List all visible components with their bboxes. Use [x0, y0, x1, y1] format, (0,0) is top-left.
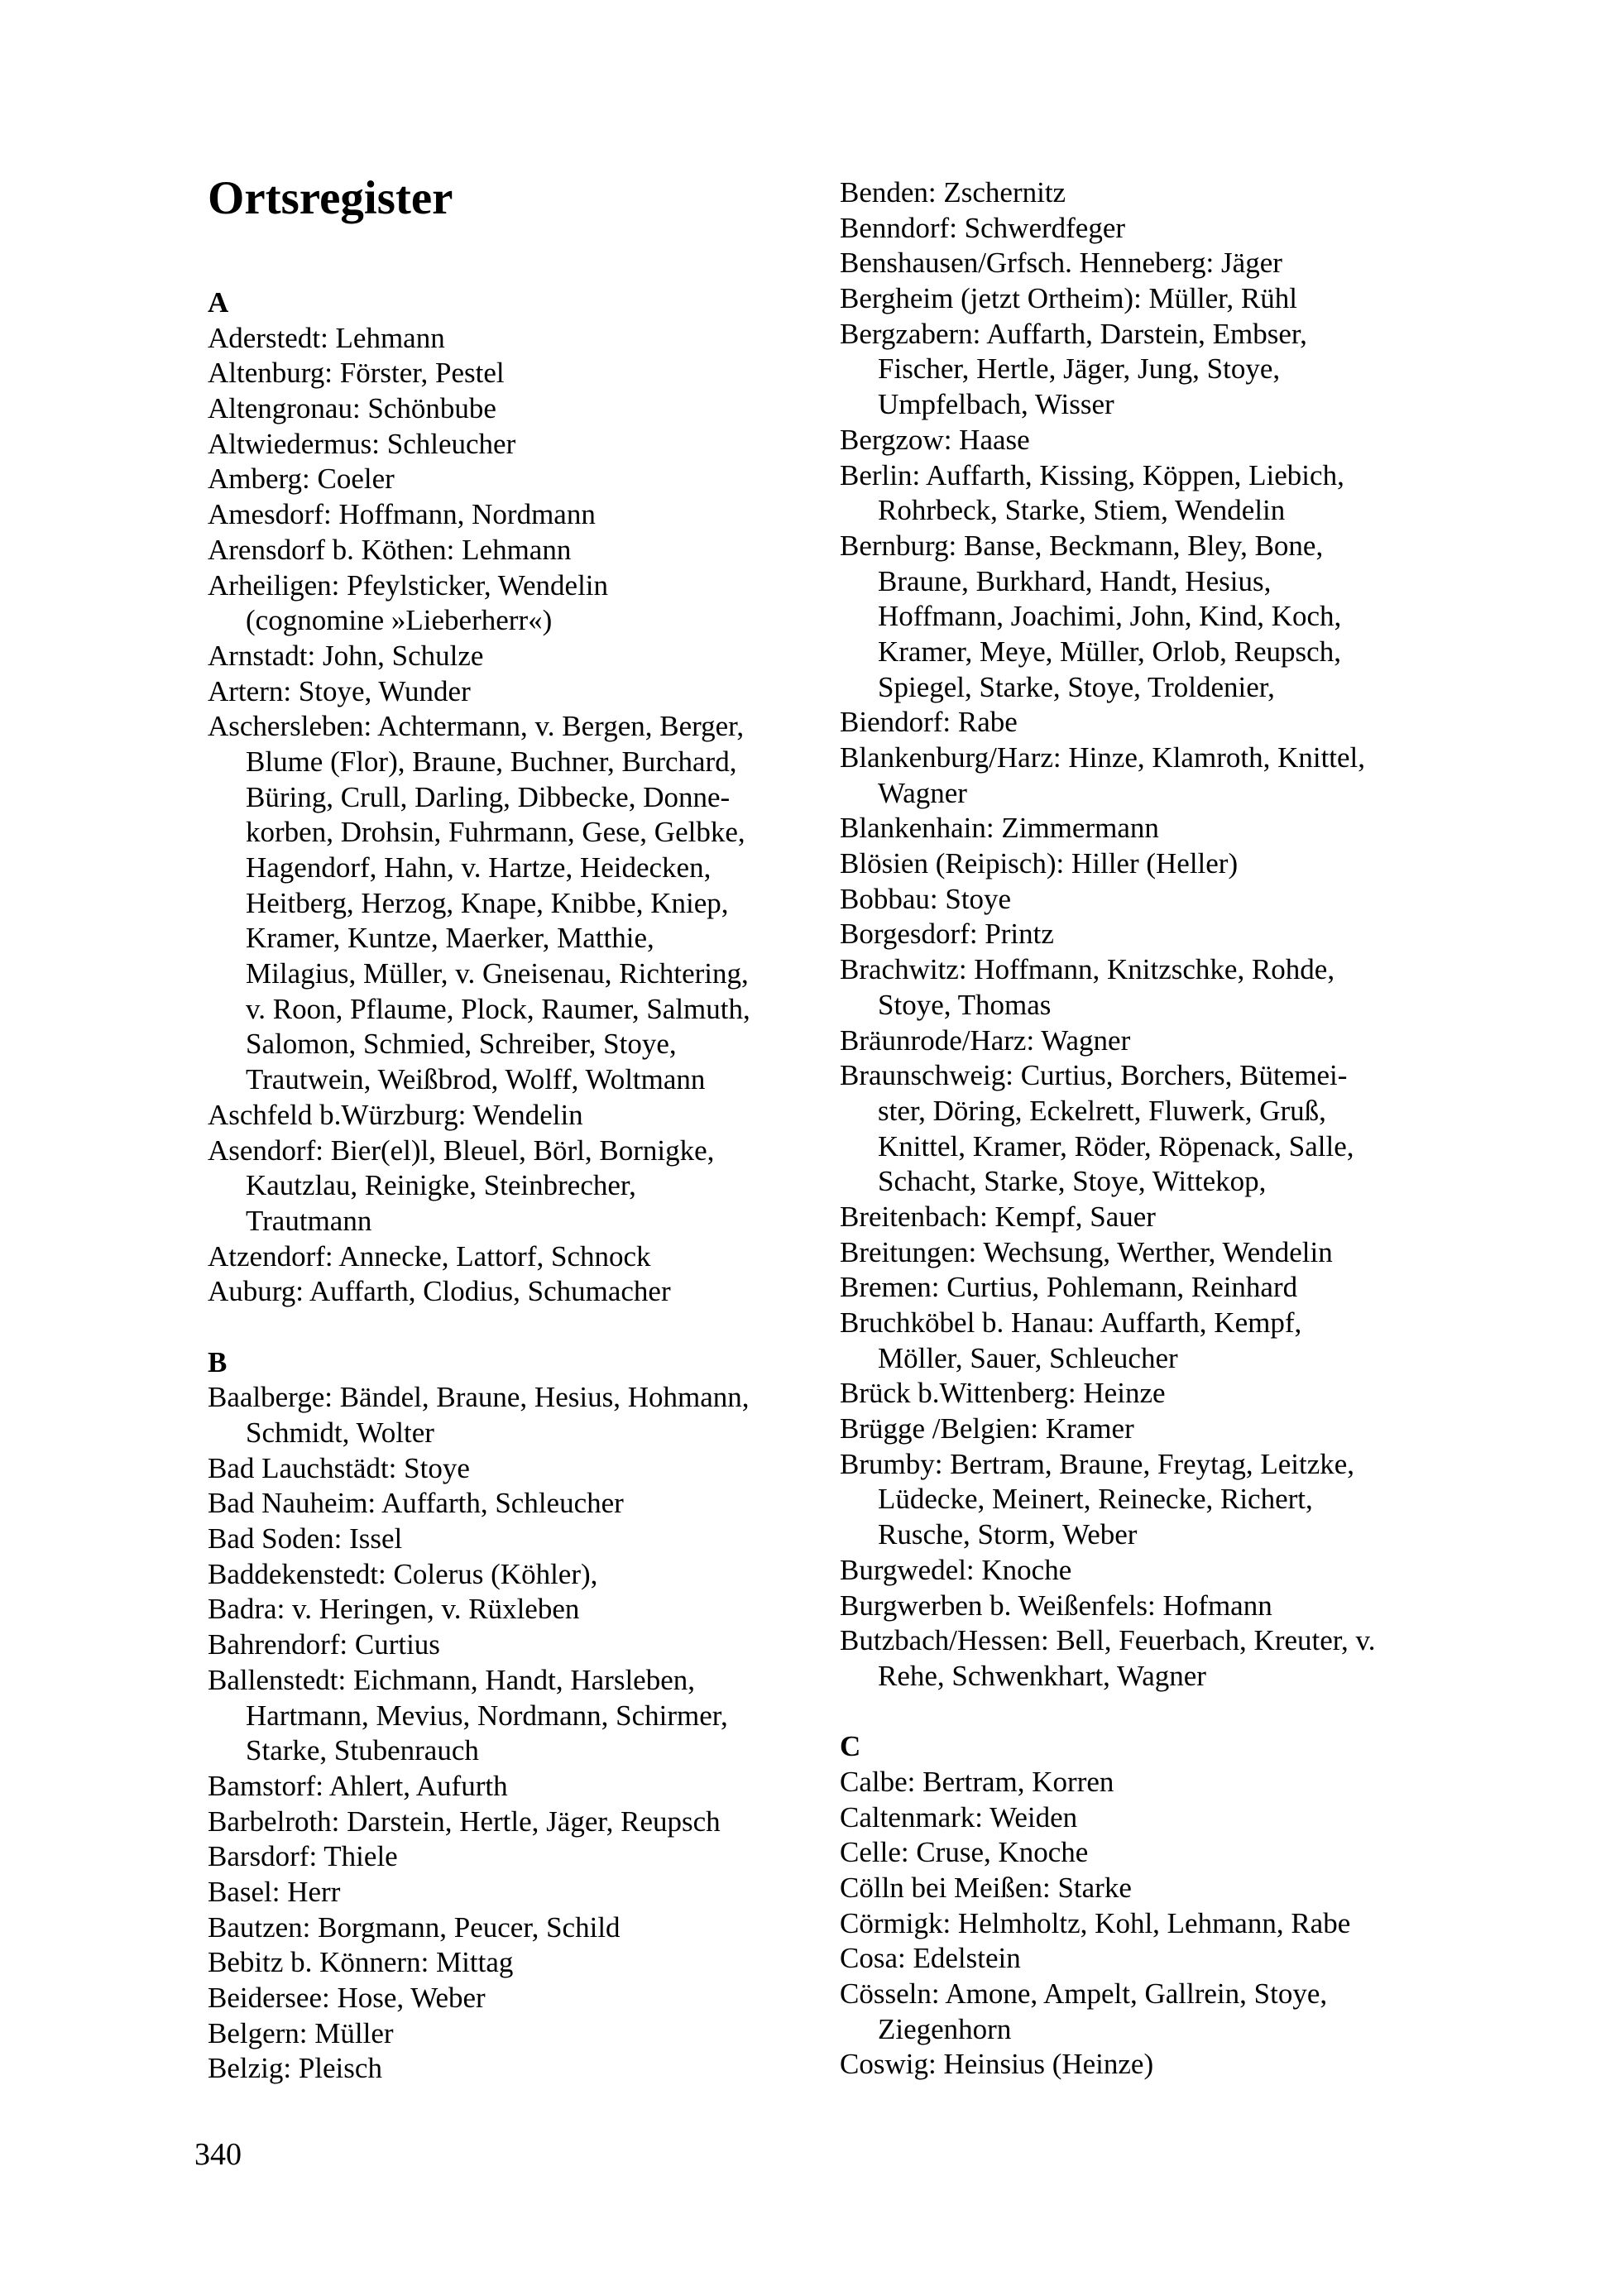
entry-line: Brück b.Wittenberg: Heinze: [840, 1377, 1166, 1410]
index-entry: [840, 175, 1452, 211]
entry-line: Bad Soden: Issel: [208, 1522, 403, 1555]
entry-line: Arnstadt: John, Schulze: [208, 639, 484, 672]
entry-continuation-line: Salomon, Schmied, Schreiber, Stoye,: [246, 1028, 677, 1061]
index-entry: [208, 1627, 820, 1663]
entry-line: Amberg: Coeler: [208, 463, 395, 496]
index-entry: [208, 391, 820, 427]
index-entry: [208, 1274, 820, 1310]
index-entry: [840, 1023, 1452, 1059]
index-entry: [840, 917, 1452, 952]
entry-line: Breitungen: Wechsung, Werther, Wendelin: [840, 1235, 1333, 1268]
entry-line: Breitenbach: Kempf, Sauer: [840, 1200, 1156, 1233]
index-entry: [208, 1451, 820, 1487]
index-entry: [840, 1941, 1452, 1977]
entry-continuation-line: Starke, Stubenrauch: [246, 1734, 479, 1767]
entry-continuation-line: Heitberg, Herzog, Knape, Knibbe, Kniep,: [246, 886, 729, 919]
entry-line: Baalberge: Bändel, Braune, Hesius, Hohmann,: [208, 1381, 750, 1414]
index-entry: [208, 1592, 820, 1627]
index-entry: [208, 1839, 820, 1875]
entry-line: Arheiligen: Pfeylsticker, Wendelin: [208, 568, 609, 602]
entry-line: Bergheim (jetzt Ortheim): Müller, Rühl: [840, 282, 1297, 315]
entry-continuation-line: Lüdecke, Meinert, Reinecke, Richert,: [878, 1483, 1313, 1516]
entry-continuation-line: Rehe, Schwenkhart, Wagner: [878, 1659, 1206, 1692]
entry-line: Blösien (Reipisch): Hiller (Heller): [840, 847, 1239, 880]
index-entry: [840, 1800, 1452, 1836]
index-entry: [208, 1380, 820, 1450]
entry-line: Bad Lauchstädt: Stoye: [208, 1451, 470, 1484]
entry-line: Beidersee: Hose, Weber: [208, 1982, 486, 2014]
entry-line: Calbe: Bertram, Korren: [840, 1765, 1114, 1798]
index-entry: [208, 1239, 820, 1275]
entry-line: Berlin: Auffarth, Kissing, Köppen, Liebich,: [840, 458, 1344, 491]
index-entry: [840, 281, 1452, 317]
index-entry: [208, 1522, 820, 1557]
index-entry: [840, 2047, 1452, 2083]
entry-line: Bergzabern: Auffarth, Darstein, Embser,: [840, 317, 1307, 350]
entry-line: Amesdorf: Hoffmann, Nordmann: [208, 498, 596, 531]
entry-line: Belzig: Pleisch: [208, 2052, 382, 2085]
index-entry: [840, 529, 1452, 705]
entry-line: Bahrendorf: Curtius: [208, 1628, 440, 1661]
entry-continuation-line: Trautmann: [246, 1204, 372, 1237]
index-entry: [840, 1835, 1452, 1871]
entry-line: Basel: Herr: [208, 1875, 341, 1908]
entry-line: Altenburg: Förster, Pestel: [208, 357, 505, 390]
index-entry: [208, 1769, 820, 1805]
index-entry: [208, 1875, 820, 1910]
entry-line: Auburg: Auffarth, Clodius, Schumacher: [208, 1275, 671, 1308]
entry-line: Cölln bei Meißen: Starke: [840, 1872, 1132, 1904]
index-entry: [840, 1977, 1452, 2047]
index-entry: [840, 458, 1452, 529]
entry-line: Aderstedt: Lehmann: [208, 321, 445, 354]
entry-line: Bad Nauheim: Auffarth, Schleucher: [208, 1487, 624, 1520]
entry-line: Bernburg: Banse, Beckmann, Bley, Bone,: [840, 529, 1324, 562]
index-entry: [840, 1270, 1452, 1306]
entry-line: Cörmigk: Helmholtz, Kohl, Lehmann, Rabe: [840, 1906, 1351, 1939]
index-entry: [208, 568, 820, 639]
entry-continuation-line: Umpfelbach, Wisser: [878, 388, 1114, 421]
page-number: 340: [194, 2137, 242, 2172]
entry-line: Benndorf: Schwerdfeger: [840, 211, 1126, 244]
entry-line: Barsdorf: Thiele: [208, 1840, 398, 1873]
index-entry: [840, 1412, 1452, 1447]
entry-line: Benshausen/Grfsch. Henneberg: Jäger: [840, 247, 1282, 280]
index-entry: [840, 952, 1452, 1023]
index-column-left: [208, 285, 820, 2087]
entry-continuation-line: Schacht, Starke, Stoye, Wittekop,: [878, 1165, 1267, 1198]
index-entry: [840, 811, 1452, 846]
index-entry: [840, 882, 1452, 918]
index-entry: [208, 1945, 820, 1981]
entry-continuation-line: Fischer, Hertle, Jäger, Jung, Stoye,: [878, 352, 1281, 386]
entry-line: Celle: Cruse, Knoche: [840, 1836, 1089, 1869]
entry-continuation-line: Blume (Flor), Braune, Buchner, Burchard,: [246, 745, 737, 778]
entry-line: Brumby: Bertram, Braune, Freytag, Leitzke,: [840, 1447, 1355, 1480]
entry-line: Burgwerben b. Weißenfels: Hofmann: [840, 1589, 1272, 1622]
entry-line: Bremen: Curtius, Pohlemann, Reinhard: [840, 1271, 1298, 1304]
index-entry: [208, 639, 820, 674]
entry-continuation-line: korben, Drohsin, Fuhrmann, Gese, Gelbke,: [246, 816, 745, 849]
entry-continuation-line: Schmidt, Wolter: [246, 1416, 434, 1449]
entry-continuation-line: Knittel, Kramer, Röder, Röpenack, Salle,: [878, 1129, 1354, 1162]
index-entry: [840, 423, 1452, 458]
section-spacer: [840, 1694, 1452, 1730]
index-entry: [208, 2051, 820, 2087]
entry-continuation-line: Möller, Sauer, Schleucher: [878, 1341, 1178, 1374]
index-entry: [840, 1589, 1452, 1624]
entry-line: Benden: Zschernitz: [840, 176, 1066, 209]
index-entry: [208, 497, 820, 533]
index-entry: [840, 705, 1452, 741]
entry-line: Borgesdorf: Printz: [840, 918, 1054, 951]
index-entry: [840, 1447, 1452, 1553]
index-entry: [208, 427, 820, 463]
entry-line: Ballenstedt: Eichmann, Handt, Harsleben,: [208, 1663, 696, 1696]
entry-continuation-line: Rusche, Storm, Weber: [878, 1518, 1138, 1551]
entry-line: Artern: Stoye, Wunder: [208, 674, 471, 707]
entry-continuation-line: Büring, Crull, Darling, Dibbecke, Donne-: [246, 780, 731, 813]
index-entry: [840, 246, 1452, 281]
index-entry: [208, 462, 820, 497]
section-letter: A: [208, 286, 229, 319]
index-entry: [840, 1200, 1452, 1235]
index-entry: [208, 1134, 820, 1239]
entry-line: Brügge /Belgien: Kramer: [840, 1412, 1134, 1445]
index-entry: [208, 321, 820, 357]
entry-continuation-line: Ziegenhorn: [878, 2012, 1012, 2045]
entry-continuation-line: v. Roon, Pflaume, Plock, Raumer, Salmuth,: [246, 992, 750, 1025]
entry-line: Burgwedel: Knoche: [840, 1553, 1072, 1586]
entry-continuation-line: Kautzlau, Reinigke, Steinbrecher,: [246, 1169, 636, 1202]
entry-line: Atzendorf: Annecke, Lattorf, Schnock: [208, 1239, 651, 1273]
entry-line: Blankenhain: Zimmermann: [840, 812, 1159, 845]
entry-line: Bautzen: Borgmann, Peucer, Schild: [208, 1910, 621, 1944]
index-entry: [840, 317, 1452, 423]
index-entry: [840, 1306, 1452, 1376]
index-entry: [840, 1623, 1452, 1694]
index-entry: [840, 1553, 1452, 1589]
entry-continuation-line: Wagner: [878, 776, 967, 809]
entry-line: Butzbach/Hessen: Bell, Feuerbach, Kreuter, v.: [840, 1624, 1376, 1657]
entry-line: Cosa: Edelstein: [840, 1942, 1021, 1975]
index-entry: [840, 1906, 1452, 1942]
index-entry: [208, 1805, 820, 1840]
entry-line: Biendorf: Rabe: [840, 706, 1018, 739]
entry-line: Aschersleben: Achtermann, v. Bergen, Berger,: [208, 710, 745, 743]
entry-continuation-line: Rohrbeck, Starke, Stiem, Wendelin: [878, 494, 1286, 527]
index-entry: [208, 1981, 820, 2016]
entry-line: Barbelroth: Darstein, Hertle, Jäger, Reupsch: [208, 1805, 721, 1838]
entry-line: Bräunrode/Harz: Wagner: [840, 1023, 1131, 1057]
entry-line: Baddekenstedt: Colerus (Köhler),: [208, 1557, 598, 1590]
index-entry: [840, 1235, 1452, 1271]
section-letter: B: [208, 1345, 228, 1378]
section-letter: C: [840, 1730, 861, 1763]
index-entry: [840, 1058, 1452, 1200]
index-entry: [208, 1557, 820, 1593]
entry-line: Bamstorf: Ahlert, Aufurth: [208, 1769, 508, 1802]
index-column-right: [840, 175, 1452, 2083]
entry-line: Cösseln: Amone, Ampelt, Gallrein, Stoye,: [840, 1977, 1328, 2011]
entry-line: Badra: v. Heringen, v. Rüxleben: [208, 1593, 580, 1626]
entry-continuation-line: ster, Döring, Eckelrett, Fluwerk, Gruß,: [878, 1094, 1326, 1127]
entry-line: Bruchköbel b. Hanau: Auffarth, Kempf,: [840, 1306, 1302, 1339]
index-entry: [840, 1765, 1452, 1800]
entry-continuation-line: Kramer, Meye, Müller, Orlob, Reupsch,: [878, 635, 1341, 668]
entry-continuation-line: Spiegel, Starke, Stoye, Troldenier,: [878, 670, 1275, 703]
entry-line: Belgern: Müller: [208, 2016, 394, 2049]
entry-continuation-line: Hagendorf, Hahn, v. Hartze, Heidecken,: [246, 851, 712, 884]
entry-continuation-line: Braune, Burkhard, Handt, Hesius,: [878, 564, 1272, 597]
entry-line: Asendorf: Bier(el)l, Bleuel, Börl, Bornigke,: [208, 1134, 715, 1167]
section-spacer: [208, 1310, 820, 1345]
entry-continuation-line: Stoye, Thomas: [878, 988, 1052, 1021]
index-entry: [208, 356, 820, 391]
index-entry: [840, 211, 1452, 247]
page-title: Ortsregister: [208, 172, 453, 224]
index-entry: [208, 709, 820, 1098]
entry-continuation-line: Milagius, Müller, v. Gneisenau, Richtering,: [246, 957, 749, 990]
entry-continuation-line: Trautwein, Weißbrod, Wolff, Woltmann: [246, 1063, 706, 1096]
index-entry: [208, 2016, 820, 2052]
entry-line: Bobbau: Stoye: [840, 882, 1012, 915]
index-entry: [208, 1910, 820, 1946]
entry-line: Bebitz b. Könnern: Mittag: [208, 1946, 514, 1979]
entry-continuation-line: Kramer, Kuntze, Maerker, Matthie,: [246, 922, 654, 955]
index-entry: [840, 846, 1452, 882]
index-entry: [840, 741, 1452, 811]
entry-continuation-line: Hartmann, Mevius, Nordmann, Schirmer,: [246, 1699, 728, 1732]
index-entry: [208, 1663, 820, 1769]
entry-line: Blankenburg/Harz: Hinze, Klamroth, Knittel,: [840, 741, 1366, 774]
entry-line: Coswig: Heinsius (Heinze): [840, 2048, 1154, 2081]
entry-line: Arensdorf b. Köthen: Lehmann: [208, 533, 572, 566]
entry-line: Altengronau: Schönbube: [208, 392, 496, 425]
entry-continuation-line: (cognomine »Lieberherr«): [246, 604, 553, 637]
index-entry: [208, 1486, 820, 1522]
index-entry: [208, 1098, 820, 1134]
entry-line: Brachwitz: Hoffmann, Knitzschke, Rohde,: [840, 953, 1335, 986]
entry-continuation-line: Hoffmann, Joachimi, John, Kind, Koch,: [878, 600, 1342, 633]
entry-line: Bergzow: Haase: [840, 423, 1030, 456]
entry-line: Braunschweig: Curtius, Borchers, Bütemei-: [840, 1059, 1348, 1092]
index-entry: [840, 1871, 1452, 1906]
entry-line: Caltenmark: Weiden: [840, 1800, 1078, 1833]
entry-line: Altwiedermus: Schleucher: [208, 427, 516, 460]
entry-line: Aschfeld b.Würzburg: Wendelin: [208, 1098, 583, 1131]
index-entry: [208, 674, 820, 710]
index-entry: [840, 1376, 1452, 1412]
index-entry: [208, 533, 820, 568]
